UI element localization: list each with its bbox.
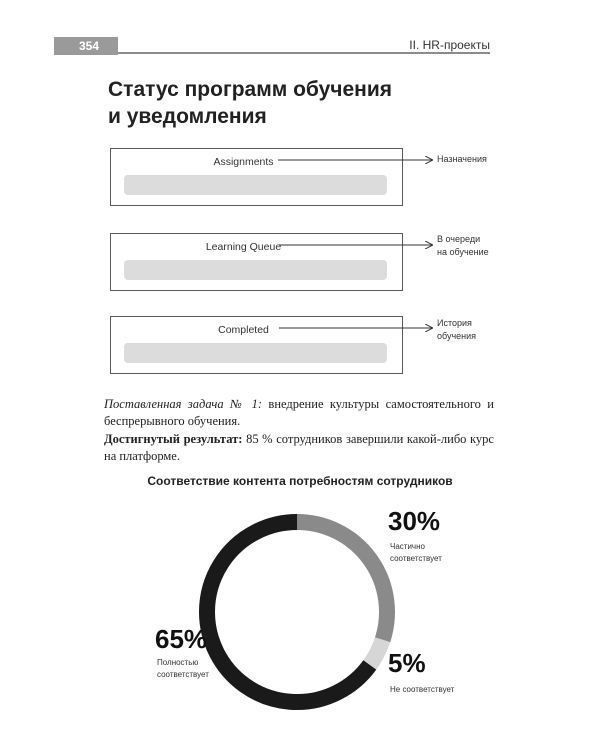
callout-label-line: Назначения: [437, 154, 487, 164]
status-box-label: Completed: [218, 324, 269, 336]
chart-title: Соответствие контента потребностям сотрудников: [147, 474, 453, 488]
desc-line: Частично: [390, 542, 425, 551]
task-text: внедрение культуры самостоятельного и беспрерывного обучения.: [104, 397, 494, 428]
result-text: 85 % сотрудников завершили какой-либо курс на платформе.: [104, 432, 494, 463]
status-box-label: Assignments: [213, 156, 274, 168]
value-label-full: 65%: [155, 624, 208, 654]
desc-partial: [390, 541, 442, 565]
desc-line: Не соответствует: [390, 685, 455, 694]
result-label: Достигнутый результат:: [104, 432, 243, 446]
task-label: Поставленная задача № 1:: [104, 397, 262, 411]
desc-none: [390, 684, 454, 696]
callout-label-line: на обучение: [437, 247, 489, 257]
status-box-label: Learning Queue: [205, 241, 282, 253]
desc-line: соответствует: [157, 670, 209, 679]
slice-full: [207, 522, 370, 702]
callout-label-line: обучения: [437, 331, 477, 341]
desc-line: соответствует: [390, 554, 442, 563]
page-number: 354: [54, 37, 118, 55]
value-label-none: 5%: [388, 648, 426, 678]
value-label-partial: 30%: [388, 506, 441, 536]
slice-none: [370, 640, 383, 665]
page-title-line-2: и уведомления: [108, 105, 267, 128]
callout-label-line: В очереди: [437, 234, 481, 244]
desc-full: [157, 657, 209, 681]
page-title-line-1: Статус программ обучения: [108, 78, 393, 101]
callout-label-line: История: [437, 318, 472, 328]
slice-partial: [297, 522, 387, 640]
desc-line: Полностью: [157, 658, 199, 667]
section-title: II. HR-проекты: [409, 38, 490, 52]
